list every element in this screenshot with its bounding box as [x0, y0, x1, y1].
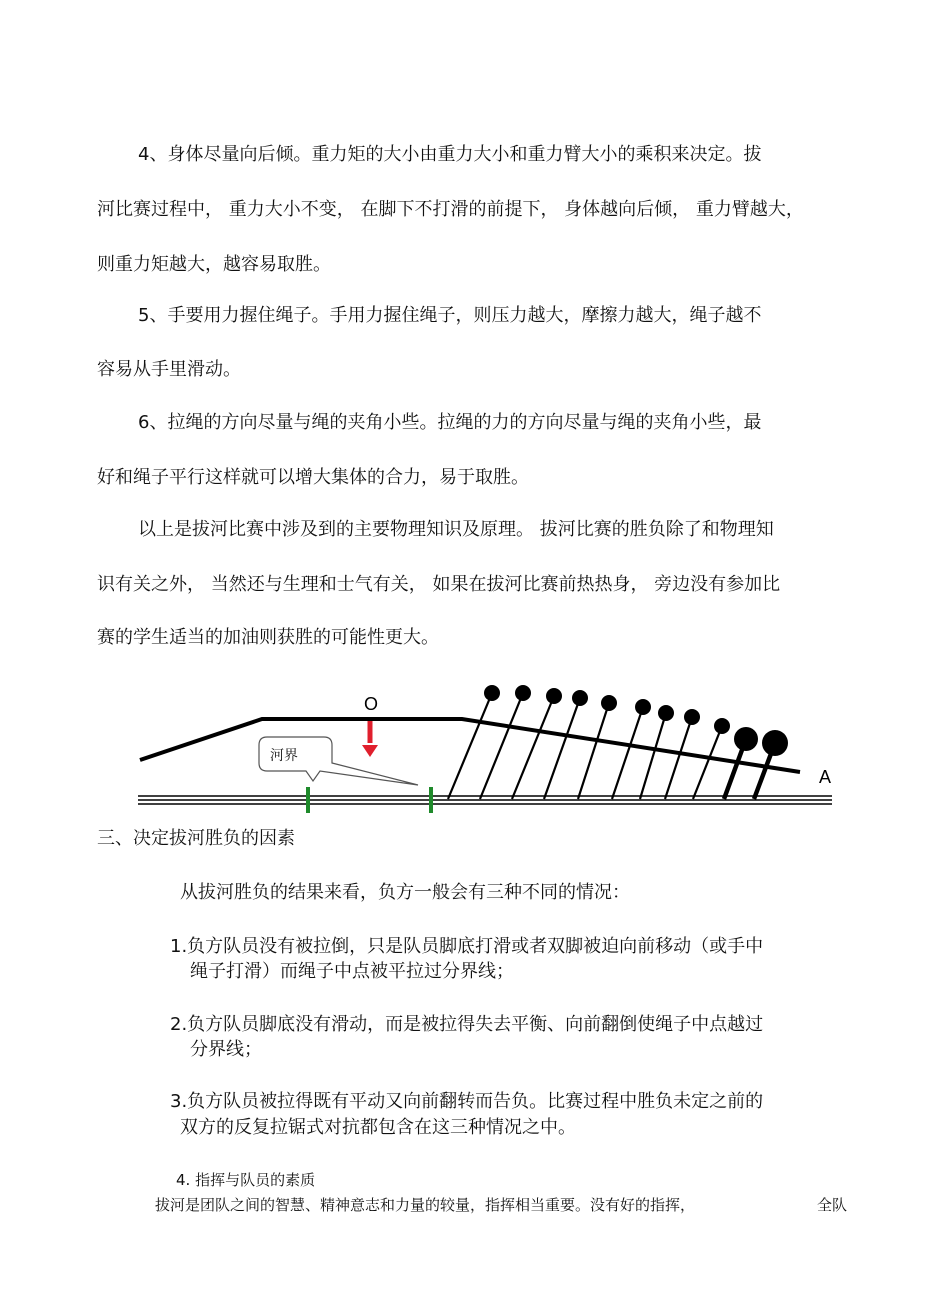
- section4-text-left: 拔河是团队之间的智慧、精神意志和力量的较量，指挥相当重要。没有好的指挥，: [155, 1196, 696, 1214]
- para4-line1: 4、身体尽量向后倾。重力矩的大小由重力大小和重力臂大小的乘积来决定。拔: [138, 144, 762, 165]
- para4-line3: 则重力矩越大，越容易取胜。: [97, 254, 331, 275]
- force-arrow-head: [362, 745, 378, 757]
- player-head: [658, 705, 674, 721]
- item2-line1: 2.负方队员脚底没有滑动，而是被拉得失去平衡、向前翻倒使绳子中点越过: [170, 1014, 764, 1035]
- player-body: [640, 713, 666, 799]
- player-head: [762, 730, 788, 756]
- summary-line1: 以上是拔河比赛中涉及到的主要物理知识及原理。 拔河比赛的胜负除了和物理知: [138, 519, 774, 540]
- para6-line2: 好和绳子平行这样就可以增大集体的合力，易于取胜。: [97, 467, 529, 488]
- label-o: O: [364, 694, 379, 714]
- player-head: [484, 685, 500, 701]
- summary-line3: 赛的学生适当的加油则获胜的可能性更大。: [97, 627, 439, 648]
- player-body: [544, 698, 580, 799]
- callout-text: 河界: [270, 748, 298, 764]
- item3-line1: 3.负方队员被拉得既有平动又向前翻转而告负。比赛过程中胜负未定之前的: [170, 1091, 764, 1112]
- player-body: [693, 726, 722, 799]
- item1-line1: 1.负方队员没有被拉倒，只是队员脚底打滑或者双脚被迫向前移动（或手中: [170, 936, 764, 957]
- player-head: [734, 727, 758, 751]
- para6-line1: 6、拉绳的方向尽量与绳的夹角小些。拉绳的力的方向尽量与绳的夹角小些，最: [138, 412, 762, 433]
- player-head: [515, 685, 531, 701]
- player-body: [665, 717, 692, 799]
- para5-line1: 5、手要用力握住绳子。手用力握住绳子，则压力越大，摩擦力越大，绳子越不: [138, 305, 762, 326]
- label-a: A: [819, 767, 832, 787]
- player-head: [684, 709, 700, 725]
- para5-line2: 容易从手里滑动。: [97, 359, 241, 380]
- player-head: [635, 699, 651, 715]
- section4-text-right: 全队: [817, 1196, 848, 1214]
- section3-intro: 从拔河胜负的结果来看，负方一般会有三种不同的情况：: [180, 882, 630, 903]
- player-head: [572, 690, 588, 706]
- player-body: [612, 707, 643, 799]
- player-head: [714, 718, 730, 734]
- item3-line2: 双方的反复拉锯式对抗都包含在这三种情况之中。: [180, 1117, 576, 1138]
- summary-line2: 识有关之外， 当然还与生理和士气有关， 如果在拔河比赛前热热身， 旁边没有参加比: [97, 574, 781, 595]
- player-body: [512, 696, 554, 799]
- section3-heading: 三、决定拔河胜负的因素: [97, 828, 295, 849]
- player-head: [601, 695, 617, 711]
- section4-heading: 4. 指挥与队员的素质: [176, 1171, 316, 1189]
- tug-of-war-diagram: [0, 675, 950, 825]
- player-body: [578, 703, 609, 799]
- para4-line2: 河比赛过程中， 重力大小不变， 在脚下不打滑的前提下， 身体越向后倾， 重力臂越大，: [97, 199, 804, 220]
- item2-line2: 分界线；: [190, 1039, 262, 1060]
- item1-line2: 绳子打滑）而绳子中点被平拉过分界线；: [190, 961, 514, 982]
- player-head: [546, 688, 562, 704]
